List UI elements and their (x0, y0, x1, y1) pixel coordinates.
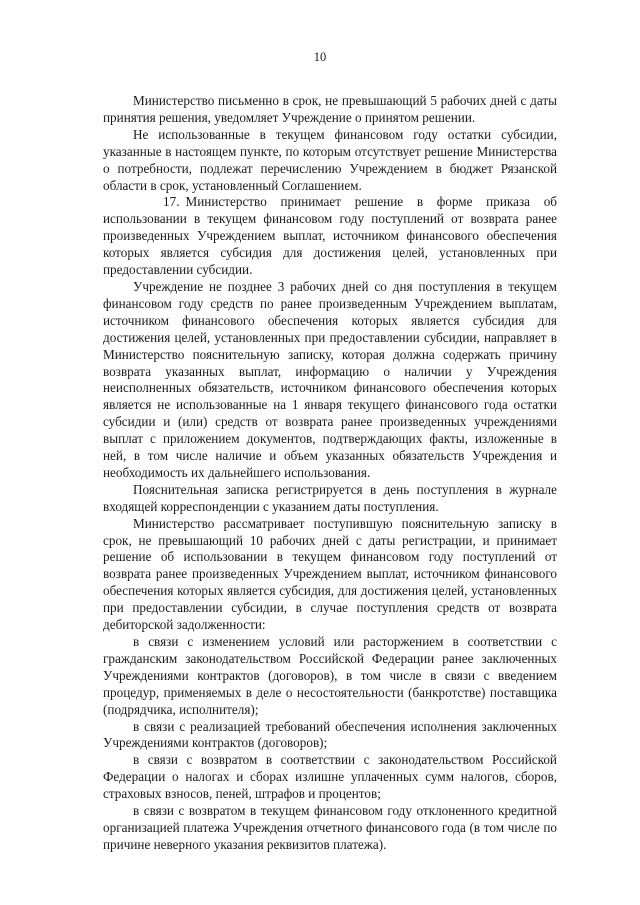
list-item-tax-refund: в связи с возвратом в соответствии с законодательством Российской Федерации о налогах и сборах излишне уплаченных сумм налогов, сборов, страховых взносов, пеней, штрафов и процентов; (103, 752, 557, 802)
list-item-contract-security: в связи с реализацией требований обеспечения исполнения заключенных Учреждениями контрактов (договоров); (103, 718, 557, 751)
list-item-rejected-payment: в связи с возвратом в текущем финансовом году отклоненного кредитной организацией платежа Учреждения отчетного финансового года (в том числе по причине неверного указания реквизитов платежа). (103, 803, 557, 852)
paragraph-explanatory-note: Учреждение не позднее 3 рабочих дней со дня поступления в текущем финансовом году средств по ранее произведенным Учреждением выплатам, источником финансового обеспечения которых является субсидия для достижения целей, установленных при предоставлении субсидии, направляет в Министерство пояснительную записку, которая должна содержать причину возврата указанных выплат, информацию о наличии у Учреждения неисполненных обязательств, источником финансового обеспечения которых является не использованные на 1 января текущего финансового года остатки субсидии и (или) средств от возврата ранее произведенных учреждениями выплат с приложением документов, подтверждающих факты, изложенные в ней, в том числе наличие и объем указанных обязательств Учреждения и необходимость их дальнейшего использования. (103, 278, 557, 480)
paragraph-registration: Пояснительная записка регистрируется в день поступления в журнале входящей корреспонденции с указанием даты поступления. (103, 481, 557, 514)
page-number: 10 (313, 50, 327, 64)
paragraph-ministry-review: Министерство рассматривает поступившую пояснительную записку в срок, не превышающий 10 рабочих дней с даты регистрации, и принимает решение об использовании в текущем финансовом году поступлений от возврата ранее произведенных Учреждением выплат, источником финансового обеспечения которых является субсидия, для достижения целей, установленных при предоставлении субсидии, в случае поступления средств от возврата дебиторской задолженности: (103, 515, 557, 633)
list-item-contract-change: в связи с изменением условий или расторжением в соответствии с гражданским законодательством Российской Федерации ранее заключенных Учреждениями контрактов (договоров), в том числе в связи с введением процедур, применяемых в деле о несостоятельности (банкротстве) поставщика (подрядчика, исполнителя); (103, 634, 557, 717)
paragraph-notification: Министерство письменно в срок, не превышающий 5 рабочих дней с даты принятия решения, уведомляет Учреждение о принятом решении. (103, 93, 557, 125)
paragraph-unused-balances: Не использованные в текущем финансовом году остатки субсидии, указанные в настоящем пункте, по которым отсутствует решение Министерства о потребности, подлежат перечислению Учреждением в бюджет Рязанской области в срок, установленный Соглашением. (103, 126, 557, 193)
document-body (103, 93, 557, 854)
item-17-text: Министерство принимает решение в форме приказа об использовании в текущем финансовом году поступлений от возврата ранее произведенных Учреждением выплат, источником финансового обеспечения которых является субсидия для достижения целей, установленных при предоставлении субсидии. (103, 194, 557, 278)
item-number: 17. (163, 194, 180, 210)
paragraph-item-17 (103, 194, 557, 279)
